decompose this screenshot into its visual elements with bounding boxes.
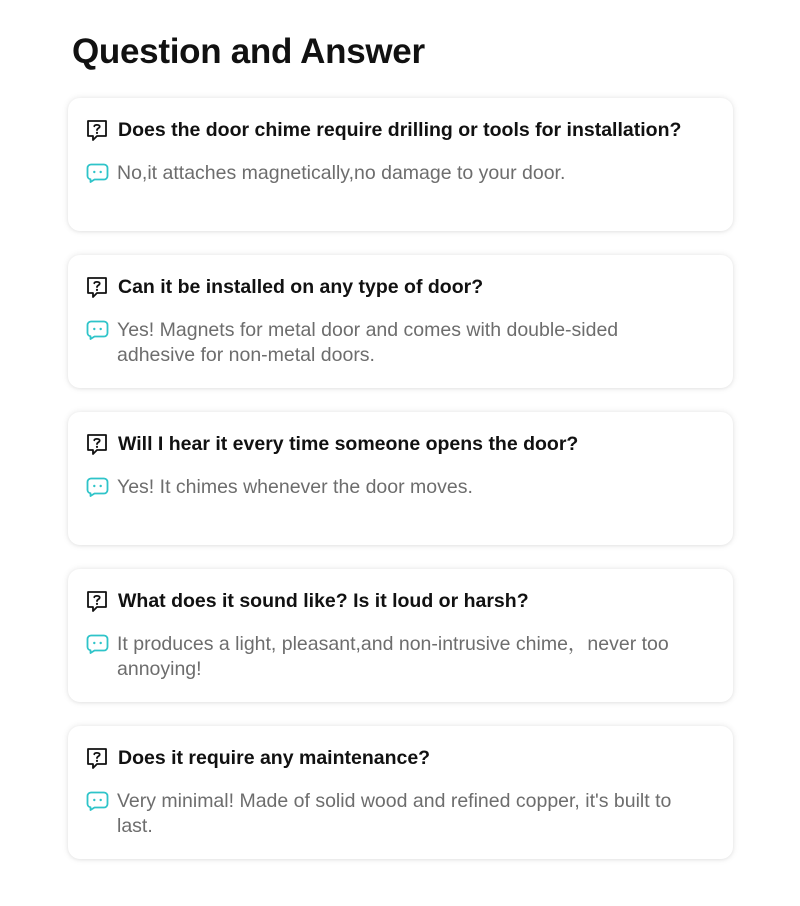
answer-text: No,it attaches magnetically,no damage to your door. [117, 162, 566, 184]
smiley-chat-bubble-icon [86, 477, 109, 497]
question-text: Can it be installed on any type of door? [118, 276, 484, 298]
smiley-chat-bubble-icon [86, 791, 109, 811]
faq-card [68, 98, 733, 231]
answer-row [86, 161, 693, 186]
answer-row [86, 632, 693, 682]
answer-text: It produces a light, pleasant,and non-intrusive chime，never too annoying! [117, 633, 669, 680]
faq-card [68, 569, 733, 702]
question-mark-speech-bubble-icon [86, 276, 108, 298]
answer-text: Yes! Magnets for metal door and comes with double-sided adhesive for non-metal doors. [117, 319, 619, 366]
question-row [86, 589, 725, 613]
question-mark-speech-bubble-icon [86, 119, 108, 141]
question-text: Does it require any maintenance? [118, 747, 431, 769]
answer-row [86, 789, 693, 839]
question-row [86, 746, 725, 770]
question-text: What does it sound like? Is it loud or harsh? [118, 590, 529, 612]
question-mark-speech-bubble-icon [86, 747, 108, 769]
smiley-chat-bubble-icon [86, 634, 109, 654]
question-text: Will I hear it every time someone opens the door? [118, 433, 579, 455]
question-row [86, 118, 725, 142]
answer-text: Yes! It chimes whenever the door moves. [117, 476, 473, 498]
answer-row [86, 475, 693, 500]
question-row [86, 275, 725, 299]
smiley-chat-bubble-icon [86, 163, 109, 183]
question-mark-speech-bubble-icon [86, 590, 108, 612]
faq-card [68, 726, 733, 859]
answer-row [86, 318, 693, 368]
question-text: Does the door chime require drilling or tools for installation? [118, 119, 682, 141]
question-mark-speech-bubble-icon [86, 433, 108, 455]
page-title: Question and Answer [72, 32, 425, 71]
answer-text: Very minimal! Made of solid wood and refined copper, it's built to last. [117, 790, 672, 837]
question-row [86, 432, 725, 456]
smiley-chat-bubble-icon [86, 320, 109, 340]
faq-card [68, 412, 733, 545]
faq-card [68, 255, 733, 388]
